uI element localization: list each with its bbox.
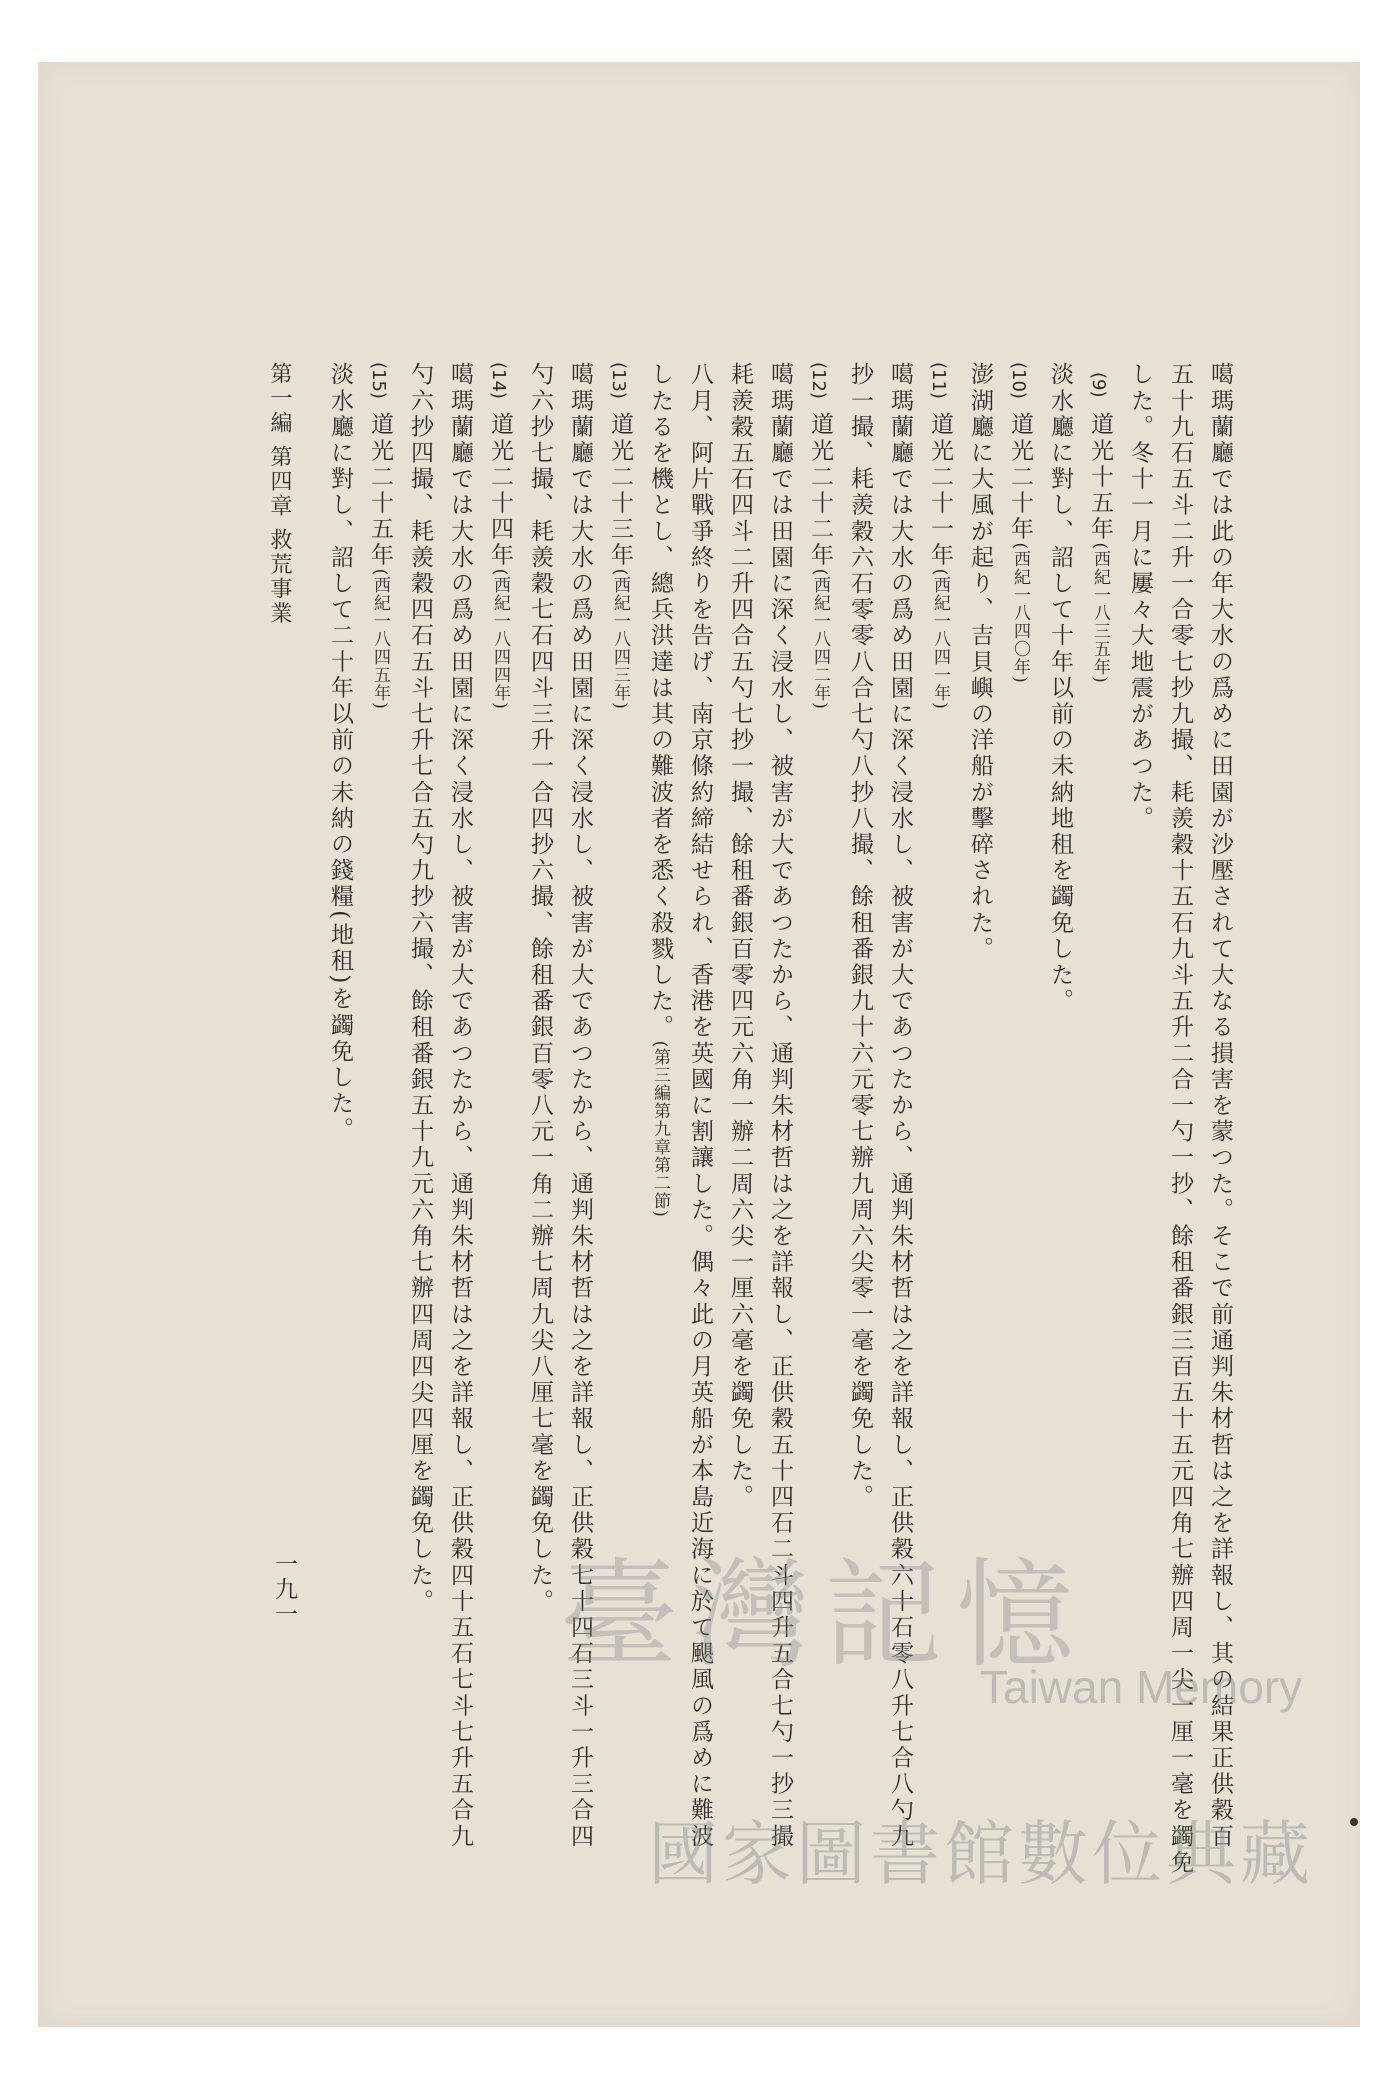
text-line-1: 噶瑪蘭廳では此の年大水の爲めに田園が沙壓されて大なる損害を蒙つた。そこで前通判朱材哲は之を詳報し、其の結果正供穀百	[1207, 362, 1233, 1850]
text-line-17: 噶瑪蘭廳では大水の爲め田園に深く浸水し、被害が大であつたから、通判朱材哲は之を詳報し、正供穀七十四石三斗一升三合四	[567, 362, 593, 1850]
entry-number-13: (13)	[608, 362, 629, 399]
entry-heading-13: 道光二十三年(西紀一八四三年)	[607, 412, 633, 710]
text-line-18: 勺六抄七撮、耗羨穀七石四斗三升一合四抄六撮、餘租番銀百零八元一角二辦七周九尖八厘七毫を蠲免した。	[527, 362, 553, 1615]
text-line-23: 淡水廳に對し、詔して二十年以前の未納の錢糧(地租)を蠲免した。	[327, 362, 353, 1144]
watermark-english: Taiwan Memory	[980, 1661, 1303, 1713]
ink-dot	[1350, 1818, 1358, 1826]
entry-number-9: (9)	[1088, 372, 1109, 398]
text-line-13: 耗羨穀五石四斗二升四合五勺七抄一撮、餘租番銀百零四元六角一辦二周六尖一厘六毫を蠲免した。	[727, 362, 753, 1511]
text-line-10: 抄一撮、耗羨穀六石零零八合七勺八抄八撮、餘租番銀九十六元零七辦九周六尖零一毫を蠲免した。	[847, 362, 873, 1511]
text-line-3: した。冬十一月に屢々大地震があつた。	[1127, 362, 1153, 832]
entry-number-15: (15)	[368, 362, 389, 399]
text-line-12: 噶瑪蘭廳では田園に深く浸水し、被害が大であつたから、通判朱材哲は之を詳報し、正供穀五十四石二斗四升五合七勺一抄三撮	[767, 362, 793, 1850]
text-line-15: したるを機とし、總兵洪達は其の難波者を悉く殺戮した。(第三編第九章第二節)	[647, 362, 673, 1218]
text-line-14: 八月、阿片戰爭終りを告げ、南京條約締結せられ、香港を英國に割讓した。偶々此の月英船が本島近海に於て颶風の爲めに難波	[687, 362, 713, 1850]
entry-number-12: (12)	[808, 362, 829, 399]
entry-heading-9: 道光十五年(西紀一八三五年)	[1087, 412, 1113, 684]
text-line-7: 澎湖廳に大風が起り、吉貝嶼の洋船が擊碎された。	[967, 362, 993, 963]
text-line-20: 噶瑪蘭廳では大水の爲め田園に深く浸水し、被害が大であつたから、通判朱材哲は之を詳報し、正供穀四十五石七斗七升五合九	[447, 362, 473, 1850]
document-page	[38, 62, 1360, 2027]
text-line-21: 勺六抄四撮、耗羨穀四石五斗七升七合五勺九抄六撮、餘租番銀五十九元六角七辦四周四尖四厘を蠲免した。	[407, 362, 433, 1615]
running-footer: 第一編 第四章 救荒事業	[267, 362, 292, 626]
entry-number-14: (14)	[488, 362, 509, 399]
entry-heading-15: 道光二十五年(西紀一八四五年)	[367, 412, 393, 710]
entry-heading-12: 道光二十二年(西紀一八四二年)	[807, 412, 833, 710]
text-line-9: 噶瑪蘭廳では大水の爲め田園に深く浸水し、被害が大であつたから、通判朱材哲は之を詳報し、正供穀六十石零八升七合八勺九	[887, 362, 913, 1850]
text-line-2: 五十九石五斗二升一合零七抄九撮、耗羨穀十五石九斗五升二合一勺一抄、餘租番銀三百五十五元四角七辦四周一尖一厘一毫を蠲免	[1167, 362, 1193, 1876]
text-line-5: 淡水廳に對し、詔して十年以前の未納地租を蠲免した。	[1047, 362, 1073, 1015]
entry-number-11: (11)	[928, 362, 949, 399]
entry-heading-11: 道光二十一年(西紀一八四一年)	[927, 412, 953, 710]
watermark-subtitle: 國家圖書館數位典藏	[648, 1813, 1314, 1895]
entry-number-10: (10)	[1008, 362, 1029, 399]
entry-heading-10: 道光二十年(西紀一八四〇年)	[1007, 412, 1033, 684]
page-number: 一九一	[271, 1552, 297, 1627]
entry-heading-14: 道光二十四年(西紀一八四四年)	[487, 412, 513, 710]
watermark-logo: 臺灣記憶	[560, 1546, 1089, 1684]
